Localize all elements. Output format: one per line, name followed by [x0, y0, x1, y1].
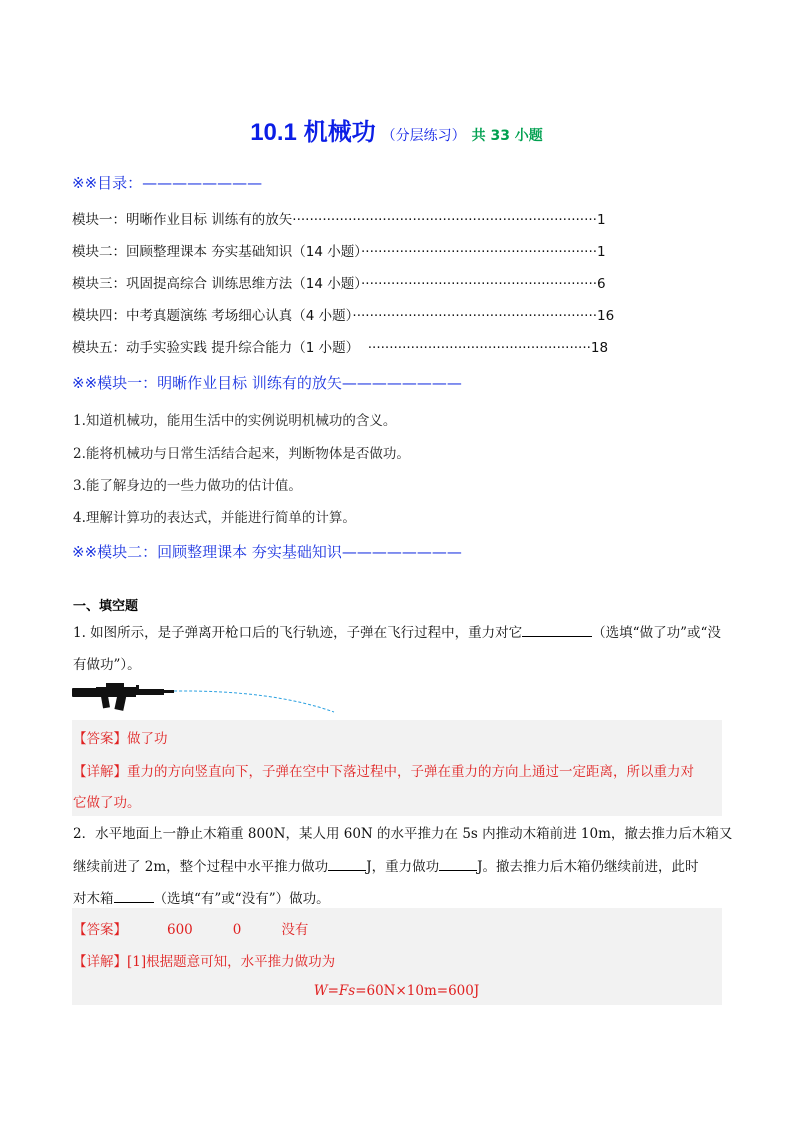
- answer-value: 0: [232, 922, 242, 938]
- module1-heading: ※※模块一：明晰作业目标 训练有的放矢————————: [72, 374, 462, 392]
- toc-item-label: 模块四：中考真题演练 考场细心认真（4 小题）: [72, 308, 353, 324]
- title-sub: （分层练习）: [381, 128, 466, 144]
- toc-leader: ·······················································: [361, 244, 598, 260]
- answer-value: 600: [167, 922, 193, 938]
- q2-answer: [73, 918, 308, 938]
- rifle-icon: [72, 683, 174, 711]
- toc-leader: ·······································································: [292, 212, 597, 228]
- formula-value: =60N×10m=600J: [355, 983, 480, 999]
- toc-item-label: 模块二：回顾整理课本 夯实基础知识（14 小题）: [72, 244, 362, 260]
- answer-label: 【答案】: [73, 922, 127, 938]
- q2-blank-3[interactable]: [114, 888, 154, 903]
- q2-line2: 继续前进了 2m，整个过程中水平推力做功 J，重力做功 J。撤去推力后木箱仍继续前进，此时: [73, 855, 699, 875]
- trajectory-path: [174, 691, 334, 712]
- q1-blank[interactable]: [522, 622, 592, 637]
- answer-label: 【答案】: [73, 731, 127, 747]
- q1-line1: 1. 如图所示，是子弹离开枪口后的飞行轨迹，子弹在飞行过程中，重力对它 （选填“做了功”或“没: [73, 621, 721, 641]
- toc-item[interactable]: [72, 272, 606, 292]
- toc-item-page: 6: [597, 276, 606, 292]
- q1-answer: [73, 727, 168, 747]
- q1-line2: 有做功”）。: [73, 657, 141, 673]
- title-main: 10.1 机械功: [250, 119, 376, 146]
- toc-item-page: 1: [596, 212, 606, 228]
- objective-item: 4.理解计算功的表达式，并能进行简单的计算。: [73, 510, 356, 526]
- title-count: 共 33 小题: [471, 128, 543, 144]
- toc-item-label: 模块三：巩固提高综合 训练思维方法（14 小题）: [72, 276, 362, 292]
- objective-item: 2.能将机械功与日常生活结合起来，判断物体是否做功。: [73, 446, 410, 462]
- toc-leader: ·························································: [352, 308, 598, 324]
- toc-item-label: 模块五：动手实验实践 提升综合能力（1 小题）: [72, 340, 360, 356]
- formula-variable: W=Fs: [313, 983, 356, 999]
- objective-item: 3.能了解身边的一些力做功的估计值。: [73, 478, 302, 494]
- detail-label: 【详解】: [73, 954, 127, 970]
- q2-formula: [0, 983, 793, 999]
- answer-value: 做了功: [127, 731, 168, 747]
- toc-leader: ····················································: [359, 340, 591, 356]
- toc-item[interactable]: [72, 208, 606, 228]
- toc-item-label: 模块一：明晰作业目标 训练有的放矢: [72, 212, 293, 228]
- q2-line3: 对木箱 （选填“有”或“没有”）做功。: [73, 887, 330, 907]
- toc-item[interactable]: [72, 304, 614, 324]
- answer-value: 没有: [281, 922, 309, 938]
- q2-detail-line1: 【详解】[1]根据题意可知，水平推力做功为: [73, 954, 336, 970]
- q1-detail-line2: 它做了功。: [73, 795, 141, 811]
- toc-item-page: 16: [597, 308, 615, 324]
- toc-leader: ·······················································: [361, 276, 598, 292]
- detail-label: 【详解】: [73, 764, 127, 780]
- toc-item-page: 18: [590, 340, 609, 356]
- page-title: [0, 112, 793, 147]
- q2-blank-2[interactable]: [439, 856, 477, 871]
- toc-heading: ※※目录：————————: [72, 174, 263, 192]
- module2-heading: ※※模块二：回顾整理课本 夯实基础知识————————: [72, 543, 462, 561]
- q2-blank-1[interactable]: [328, 856, 366, 871]
- objective-item: 1.知道机械功，能用生活中的实例说明机械功的含义。: [73, 413, 397, 429]
- q2-line1: 2．水平地面上一静止木箱重 800N，某人用 60N 的水平推力在 5s 内推动木箱前进 10m，撤去推力后木箱又: [73, 826, 733, 842]
- q1-detail-line1: 【详解】重力的方向竖直向下，子弹在空中下落过程中，子弹在重力的方向上通过一定距离，所以重力对: [73, 764, 694, 780]
- rifle-trajectory-figure: [72, 682, 342, 716]
- toc-item[interactable]: [72, 240, 606, 260]
- toc-item[interactable]: [72, 336, 608, 356]
- section-heading: 一、填空题: [73, 599, 139, 614]
- toc-item-page: 1: [597, 244, 606, 260]
